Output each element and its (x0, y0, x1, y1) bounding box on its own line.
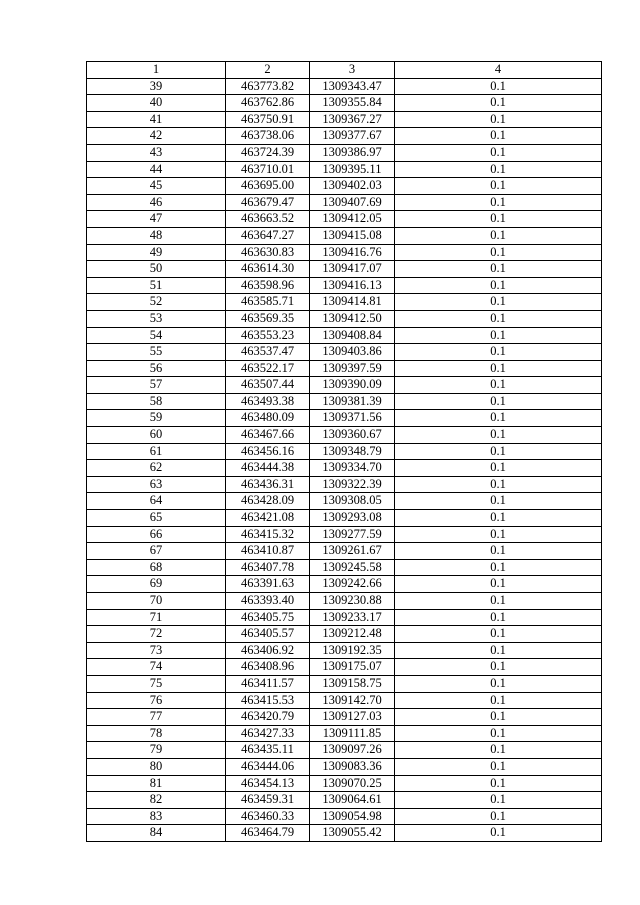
table-cell-col3: 1309390.09 (310, 377, 395, 394)
table-cell-col4: 0.1 (395, 443, 602, 460)
table-cell-col3: 1309277.59 (310, 526, 395, 543)
table-cell-col3: 1309407.69 (310, 194, 395, 211)
table-cell-col3: 1309233.17 (310, 609, 395, 626)
table-row (87, 178, 602, 195)
table-cell-col3: 1309064.61 (310, 792, 395, 809)
table-cell-col2: 463436.31 (226, 476, 310, 493)
table-row (87, 792, 602, 809)
table-cell-col1: 54 (87, 327, 226, 344)
table-cell-col3: 1309397.59 (310, 360, 395, 377)
table-cell-col4: 0.1 (395, 559, 602, 576)
table-cell-col1: 47 (87, 211, 226, 228)
header-row (87, 62, 602, 79)
table-cell-col4: 0.1 (395, 327, 602, 344)
table-cell-col3: 1309127.03 (310, 709, 395, 726)
table-cell-col3: 1309360.67 (310, 427, 395, 444)
table-row (87, 443, 602, 460)
table-cell-col4: 0.1 (395, 178, 602, 195)
table-cell-col4: 0.1 (395, 427, 602, 444)
table-cell-col2: 463405.57 (226, 626, 310, 643)
table-row (87, 808, 602, 825)
table-cell-col2: 463679.47 (226, 194, 310, 211)
table-row (87, 211, 602, 228)
table-cell-col1: 45 (87, 178, 226, 195)
table-cell-col2: 463411.57 (226, 675, 310, 692)
table-row (87, 410, 602, 427)
table-cell-col2: 463750.91 (226, 111, 310, 128)
table-cell-col4: 0.1 (395, 144, 602, 161)
table-cell-col1: 49 (87, 244, 226, 261)
coordinates-table (86, 61, 602, 842)
table-cell-col1: 39 (87, 78, 226, 95)
table-cell-col1: 72 (87, 626, 226, 643)
table-cell-col1: 61 (87, 443, 226, 460)
table-row (87, 460, 602, 477)
table-cell-col1: 69 (87, 576, 226, 593)
table-cell-col2: 463663.52 (226, 211, 310, 228)
table-cell-col3: 1309395.11 (310, 161, 395, 178)
table-cell-col3: 1309412.05 (310, 211, 395, 228)
table-cell-col3: 1309055.42 (310, 825, 395, 842)
table-cell-col1: 77 (87, 709, 226, 726)
table-cell-col4: 0.1 (395, 493, 602, 510)
table-cell-col1: 62 (87, 460, 226, 477)
table-cell-col2: 463695.00 (226, 178, 310, 195)
table-cell-col3: 1309377.67 (310, 128, 395, 145)
table-cell-col3: 1309371.56 (310, 410, 395, 427)
table-cell-col1: 76 (87, 692, 226, 709)
table-cell-col3: 1309111.85 (310, 725, 395, 742)
table-cell-col1: 63 (87, 476, 226, 493)
table-cell-col2: 463415.32 (226, 526, 310, 543)
table-row (87, 161, 602, 178)
table-cell-col4: 0.1 (395, 344, 602, 361)
table-cell-col1: 43 (87, 144, 226, 161)
table-cell-col3: 1309083.36 (310, 758, 395, 775)
table-row (87, 543, 602, 560)
table-cell-col4: 0.1 (395, 393, 602, 410)
table-cell-col2: 463460.33 (226, 808, 310, 825)
table-row (87, 709, 602, 726)
table-cell-col4: 0.1 (395, 825, 602, 842)
header-cell-4: 4 (395, 62, 602, 79)
table-cell-col1: 58 (87, 393, 226, 410)
table-cell-col2: 463507.44 (226, 377, 310, 394)
table-row (87, 675, 602, 692)
table-cell-col1: 78 (87, 725, 226, 742)
table-cell-col1: 70 (87, 593, 226, 610)
table-row (87, 493, 602, 510)
table-row (87, 277, 602, 294)
table-cell-col3: 1309417.07 (310, 261, 395, 278)
table-cell-col1: 82 (87, 792, 226, 809)
table-cell-col2: 463393.40 (226, 593, 310, 610)
table-cell-col1: 80 (87, 758, 226, 775)
table-cell-col1: 67 (87, 543, 226, 560)
table-cell-col2: 463456.16 (226, 443, 310, 460)
header-cell-3: 3 (310, 62, 395, 79)
table-row (87, 310, 602, 327)
table-cell-col3: 1309403.86 (310, 344, 395, 361)
table-cell-col4: 0.1 (395, 244, 602, 261)
table-row (87, 144, 602, 161)
table-cell-col2: 463428.09 (226, 493, 310, 510)
table-cell-col2: 463724.39 (226, 144, 310, 161)
table-cell-col3: 1309415.08 (310, 227, 395, 244)
table-cell-col3: 1309261.67 (310, 543, 395, 560)
table-cell-col4: 0.1 (395, 576, 602, 593)
table-cell-col2: 463467.66 (226, 427, 310, 444)
table-row (87, 227, 602, 244)
table-row (87, 194, 602, 211)
table-cell-col1: 83 (87, 808, 226, 825)
table-cell-col1: 48 (87, 227, 226, 244)
table-cell-col1: 84 (87, 825, 226, 842)
table-cell-col3: 1309355.84 (310, 95, 395, 112)
table-cell-col4: 0.1 (395, 211, 602, 228)
table-cell-col1: 75 (87, 675, 226, 692)
table-cell-col1: 52 (87, 294, 226, 311)
table-row (87, 360, 602, 377)
table-cell-col3: 1309054.98 (310, 808, 395, 825)
table-cell-col4: 0.1 (395, 792, 602, 809)
table-cell-col1: 41 (87, 111, 226, 128)
table-row (87, 327, 602, 344)
table-row (87, 742, 602, 759)
table-cell-col2: 463630.83 (226, 244, 310, 261)
table-cell-col4: 0.1 (395, 526, 602, 543)
table-cell-col2: 463762.86 (226, 95, 310, 112)
table-cell-col4: 0.1 (395, 642, 602, 659)
table-row (87, 393, 602, 410)
table-cell-col3: 1309414.81 (310, 294, 395, 311)
table-cell-col4: 0.1 (395, 709, 602, 726)
table-cell-col1: 79 (87, 742, 226, 759)
header-cell-1: 1 (87, 62, 226, 79)
table-cell-col4: 0.1 (395, 742, 602, 759)
table-cell-col2: 463454.13 (226, 775, 310, 792)
table-cell-col1: 68 (87, 559, 226, 576)
table-cell-col1: 74 (87, 659, 226, 676)
table-cell-col4: 0.1 (395, 725, 602, 742)
table-row (87, 775, 602, 792)
table-cell-col2: 463647.27 (226, 227, 310, 244)
table-cell-col3: 1309412.50 (310, 310, 395, 327)
table-cell-col1: 55 (87, 344, 226, 361)
table-cell-col1: 46 (87, 194, 226, 211)
table-cell-col2: 463435.11 (226, 742, 310, 759)
table-cell-col2: 463738.06 (226, 128, 310, 145)
table-cell-col4: 0.1 (395, 476, 602, 493)
table-cell-col3: 1309158.75 (310, 675, 395, 692)
table-body (87, 78, 602, 841)
table-cell-col1: 73 (87, 642, 226, 659)
table-row (87, 593, 602, 610)
table-cell-col3: 1309343.47 (310, 78, 395, 95)
table-row (87, 294, 602, 311)
table-cell-col4: 0.1 (395, 128, 602, 145)
table-cell-col3: 1309334.70 (310, 460, 395, 477)
table-cell-col4: 0.1 (395, 675, 602, 692)
table-row (87, 244, 602, 261)
table-cell-col3: 1309142.70 (310, 692, 395, 709)
table-cell-col2: 463537.47 (226, 344, 310, 361)
table-row (87, 609, 602, 626)
table-cell-col4: 0.1 (395, 808, 602, 825)
table-cell-col3: 1309192.35 (310, 642, 395, 659)
table-cell-col3: 1309293.08 (310, 510, 395, 527)
table-cell-col1: 50 (87, 261, 226, 278)
table-row (87, 576, 602, 593)
table-row (87, 261, 602, 278)
table-cell-col4: 0.1 (395, 758, 602, 775)
table-cell-col2: 463427.33 (226, 725, 310, 742)
table-cell-col4: 0.1 (395, 227, 602, 244)
table-row (87, 692, 602, 709)
table-cell-col2: 463391.63 (226, 576, 310, 593)
table-cell-col4: 0.1 (395, 460, 602, 477)
table-cell-col1: 57 (87, 377, 226, 394)
table-row (87, 128, 602, 145)
table-cell-col3: 1309402.03 (310, 178, 395, 195)
table-cell-col1: 51 (87, 277, 226, 294)
table-cell-col4: 0.1 (395, 277, 602, 294)
table-row (87, 559, 602, 576)
table-cell-col1: 56 (87, 360, 226, 377)
table-cell-col1: 53 (87, 310, 226, 327)
table-cell-col3: 1309348.79 (310, 443, 395, 460)
table-cell-col2: 463420.79 (226, 709, 310, 726)
table-cell-col4: 0.1 (395, 593, 602, 610)
table-row (87, 344, 602, 361)
table-cell-col4: 0.1 (395, 261, 602, 278)
table-cell-col1: 66 (87, 526, 226, 543)
table-cell-col1: 81 (87, 775, 226, 792)
table-cell-col2: 463421.08 (226, 510, 310, 527)
table-cell-col2: 463614.30 (226, 261, 310, 278)
table-row (87, 510, 602, 527)
table-row (87, 476, 602, 493)
table-cell-col3: 1309416.76 (310, 244, 395, 261)
table-cell-col2: 463405.75 (226, 609, 310, 626)
table-cell-col1: 44 (87, 161, 226, 178)
table-cell-col2: 463415.53 (226, 692, 310, 709)
table-row (87, 78, 602, 95)
table-cell-col2: 463553.23 (226, 327, 310, 344)
table-cell-col3: 1309212.48 (310, 626, 395, 643)
table-row (87, 825, 602, 842)
table-cell-col4: 0.1 (395, 775, 602, 792)
table-cell-col2: 463585.71 (226, 294, 310, 311)
table-cell-col1: 71 (87, 609, 226, 626)
table-row (87, 427, 602, 444)
header-cell-2: 2 (226, 62, 310, 79)
table-cell-col2: 463408.96 (226, 659, 310, 676)
table-row (87, 659, 602, 676)
table-cell-col2: 463464.79 (226, 825, 310, 842)
table-cell-col4: 0.1 (395, 692, 602, 709)
table-row (87, 377, 602, 394)
table-cell-col3: 1309308.05 (310, 493, 395, 510)
table-cell-col2: 463407.78 (226, 559, 310, 576)
table-cell-col4: 0.1 (395, 294, 602, 311)
table-cell-col3: 1309408.84 (310, 327, 395, 344)
table-cell-col2: 463598.96 (226, 277, 310, 294)
table-cell-col1: 60 (87, 427, 226, 444)
table-row (87, 111, 602, 128)
table-cell-col2: 463480.09 (226, 410, 310, 427)
table-cell-col4: 0.1 (395, 360, 602, 377)
table-cell-col2: 463406.92 (226, 642, 310, 659)
table-cell-col2: 463444.38 (226, 460, 310, 477)
table-cell-col1: 64 (87, 493, 226, 510)
table-cell-col4: 0.1 (395, 111, 602, 128)
table-cell-col2: 463493.38 (226, 393, 310, 410)
table-cell-col2: 463710.01 (226, 161, 310, 178)
table-cell-col2: 463773.82 (226, 78, 310, 95)
table-cell-col4: 0.1 (395, 194, 602, 211)
table-cell-col2: 463410.87 (226, 543, 310, 560)
table-row (87, 95, 602, 112)
table-cell-col3: 1309367.27 (310, 111, 395, 128)
table-cell-col2: 463569.35 (226, 310, 310, 327)
table-row (87, 725, 602, 742)
table-cell-col4: 0.1 (395, 609, 602, 626)
table-cell-col3: 1309322.39 (310, 476, 395, 493)
table-cell-col4: 0.1 (395, 410, 602, 427)
table-cell-col3: 1309175.07 (310, 659, 395, 676)
table-cell-col3: 1309381.39 (310, 393, 395, 410)
table-cell-col4: 0.1 (395, 310, 602, 327)
table-cell-col2: 463444.06 (226, 758, 310, 775)
table-cell-col3: 1309242.66 (310, 576, 395, 593)
table-cell-col3: 1309070.25 (310, 775, 395, 792)
table-cell-col2: 463459.31 (226, 792, 310, 809)
table-header (87, 62, 602, 79)
table-cell-col1: 40 (87, 95, 226, 112)
table-cell-col4: 0.1 (395, 95, 602, 112)
table-cell-col3: 1309245.58 (310, 559, 395, 576)
table-cell-col1: 65 (87, 510, 226, 527)
table-cell-col4: 0.1 (395, 659, 602, 676)
table-cell-col4: 0.1 (395, 510, 602, 527)
table-cell-col3: 1309416.13 (310, 277, 395, 294)
table-cell-col1: 42 (87, 128, 226, 145)
table-cell-col4: 0.1 (395, 626, 602, 643)
table-cell-col4: 0.1 (395, 161, 602, 178)
table-cell-col3: 1309386.97 (310, 144, 395, 161)
table-cell-col2: 463522.17 (226, 360, 310, 377)
table-cell-col3: 1309097.26 (310, 742, 395, 759)
table-cell-col3: 1309230.88 (310, 593, 395, 610)
table-cell-col1: 59 (87, 410, 226, 427)
table-row (87, 758, 602, 775)
table-cell-col4: 0.1 (395, 377, 602, 394)
table-cell-col4: 0.1 (395, 543, 602, 560)
table-row (87, 626, 602, 643)
table-row (87, 642, 602, 659)
table-cell-col4: 0.1 (395, 78, 602, 95)
table-row (87, 526, 602, 543)
